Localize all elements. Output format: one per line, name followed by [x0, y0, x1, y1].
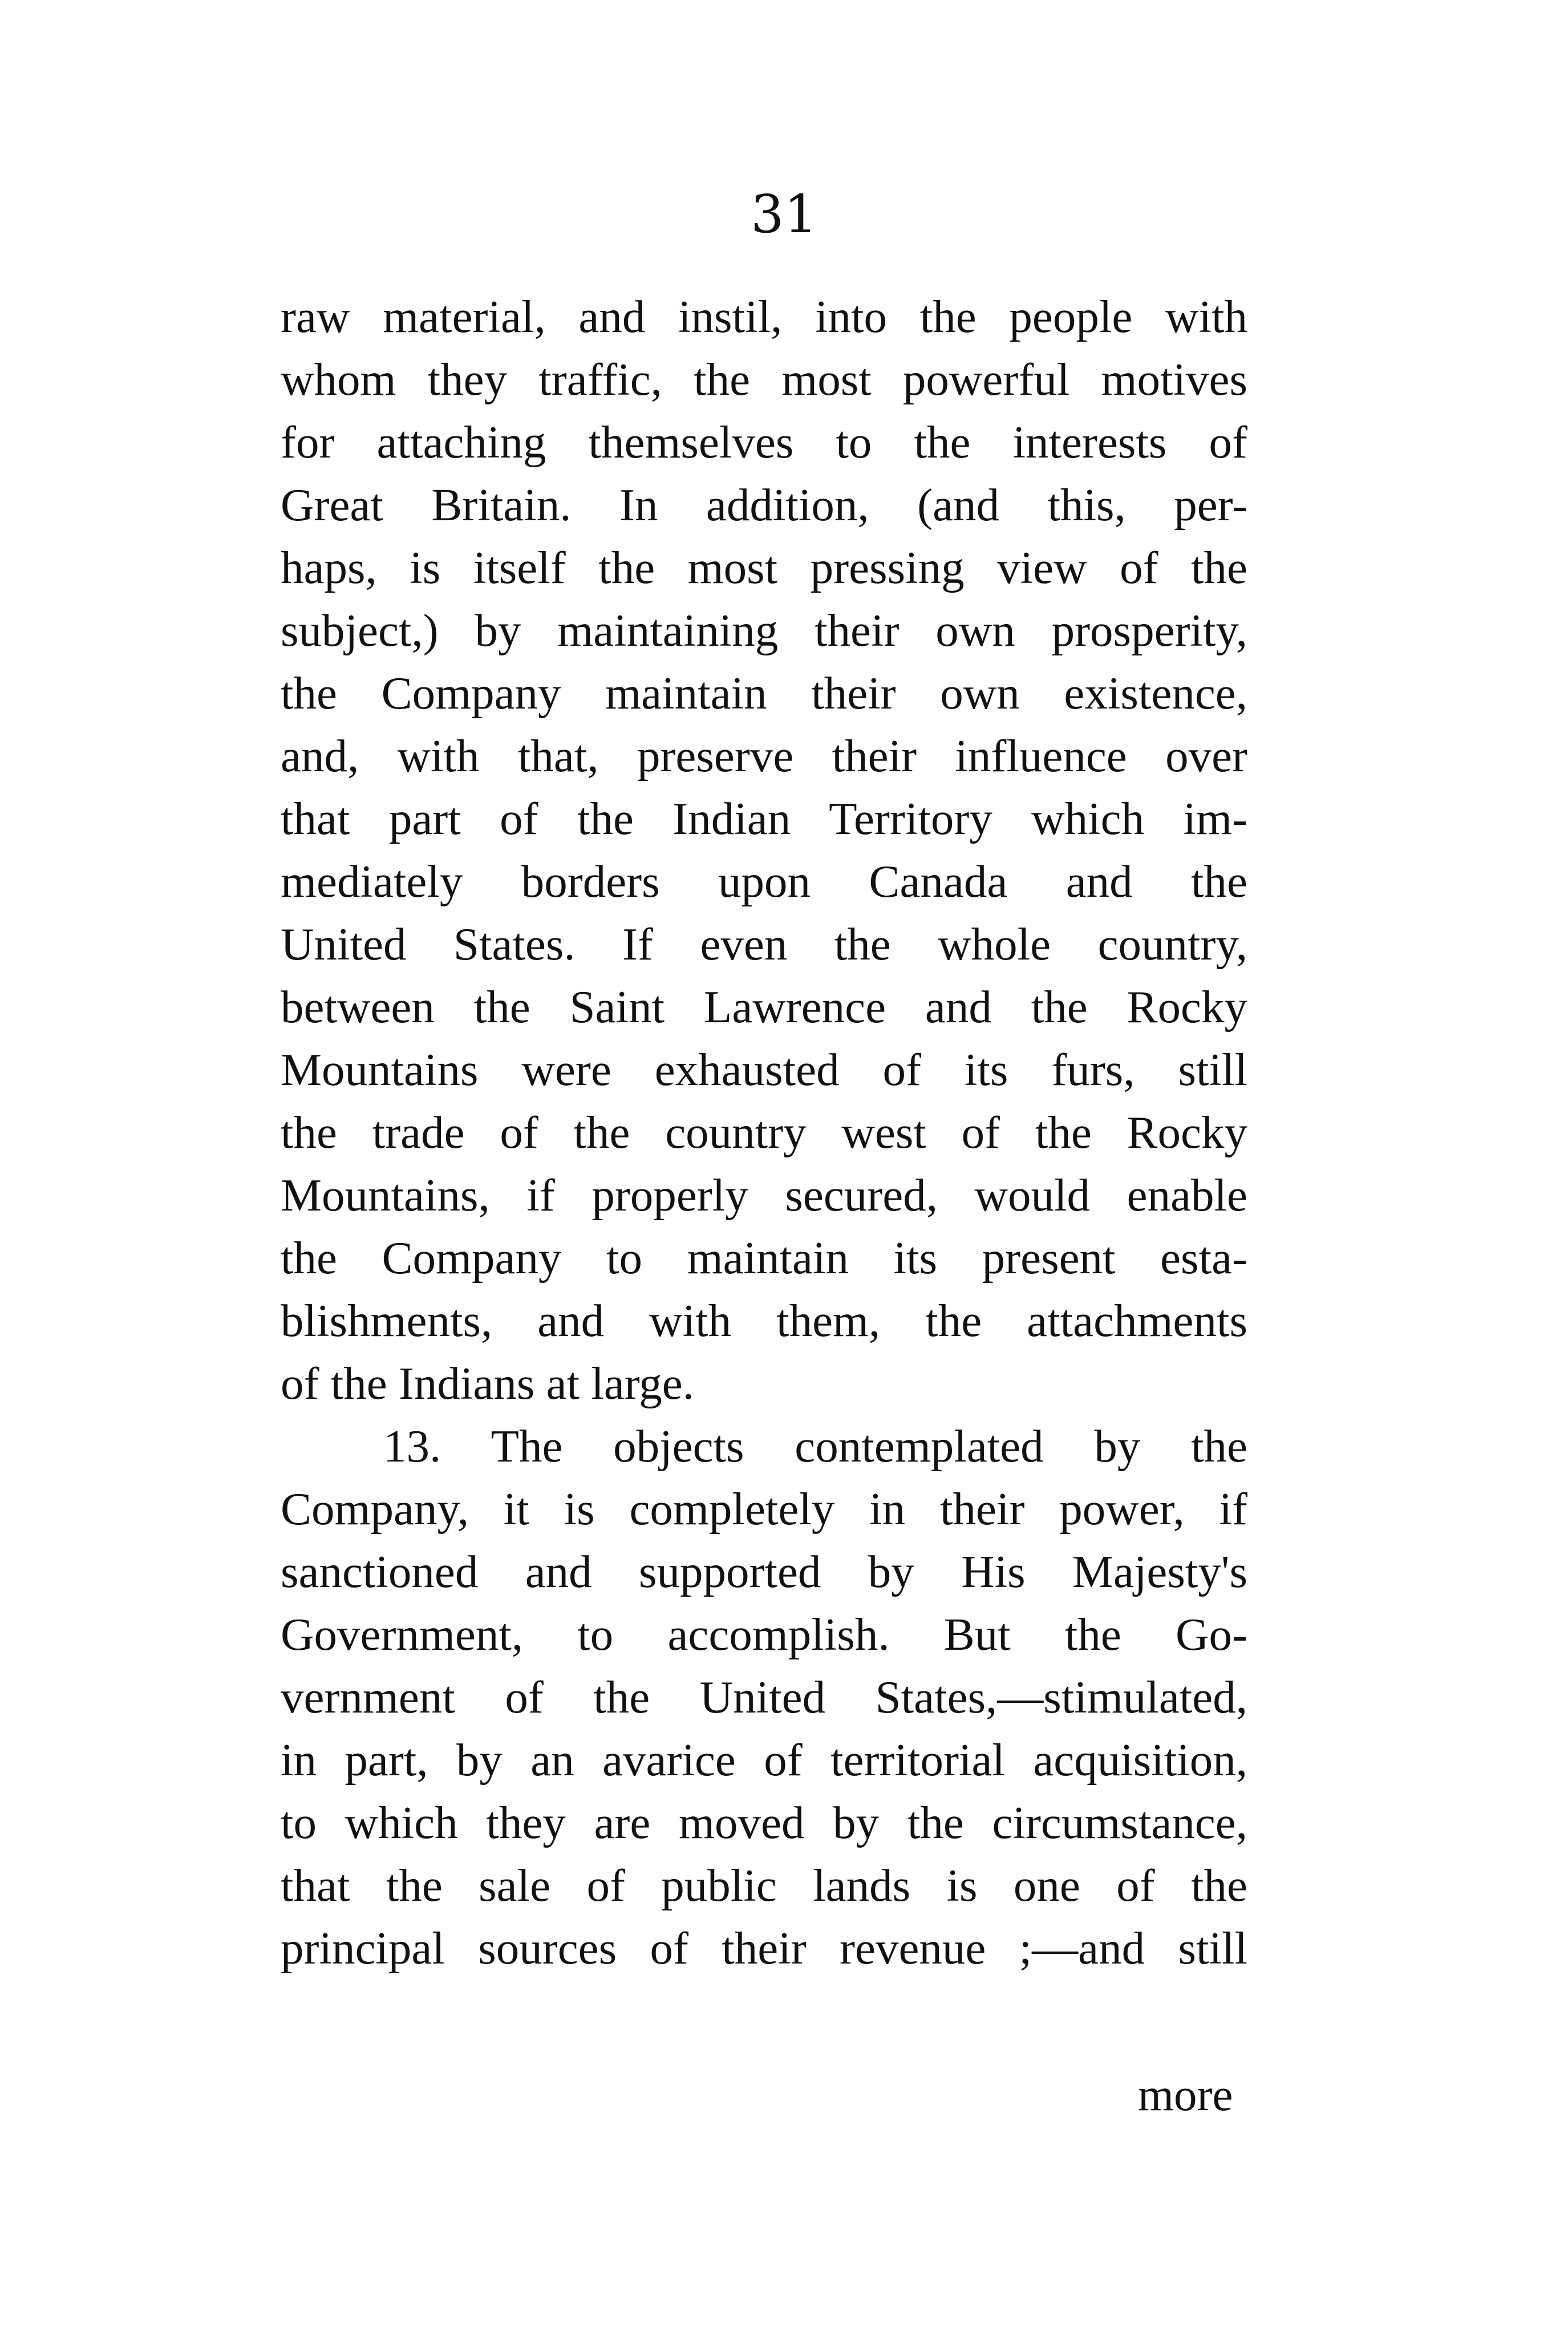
text-line: mediately borders upon Canada and the [281, 856, 1247, 907]
text-line: haps, is itself the most pressing view of the [281, 542, 1247, 593]
text-line: whom they traffic, the most powerful motives [281, 354, 1247, 405]
text-line: subject,) by maintaining their own prosperity, [281, 605, 1247, 656]
text-line: to which they are moved by the circumstance, [281, 1797, 1247, 1848]
text-line: raw material, and instil, into the people with [281, 291, 1247, 342]
text-line: Mountains, if properly secured, would enable [281, 1169, 1247, 1221]
text-line: vernment of the United States,—stimulated, [281, 1671, 1247, 1723]
text-line: and, with that, preserve their influence over [281, 730, 1247, 782]
catchword: more [1138, 2069, 1233, 2120]
text-line: the Company to maintain its present esta- [281, 1232, 1247, 1284]
text-line: principal sources of their revenue ;—and still [281, 1922, 1247, 1974]
text-line: Company, it is completely in their power, if [281, 1483, 1247, 1535]
text-line: that the sale of public lands is one of the [281, 1860, 1247, 1911]
text-line: Great Britain. In addition, (and this, per- [281, 479, 1247, 531]
text-line: the trade of the country west of the Rocky [281, 1107, 1247, 1158]
text-line: Government, to accomplish. But the Go- [281, 1609, 1247, 1660]
text-line: in part, by an avarice of territorial acquisition, [281, 1734, 1247, 1786]
text-line: 13. The objects contemplated by the [383, 1420, 1247, 1472]
text-line: the Company maintain their own existence, [281, 667, 1247, 719]
text-line: blishments, and with them, the attachments [281, 1295, 1247, 1346]
text-line: United States. If even the whole country, [281, 918, 1247, 970]
text-line: that part of the Indian Territory which im- [281, 793, 1247, 844]
text-line: sanctioned and supported by His Majesty's [281, 1546, 1247, 1597]
text-line: between the Saint Lawrence and the Rocky [281, 981, 1247, 1033]
text-line: Mountains were exhausted of its furs, still [281, 1044, 1247, 1095]
page-number: 31 [750, 184, 818, 245]
text-line: of the Indians at large. [281, 1358, 695, 1409]
text-line: for attaching themselves to the interests of [281, 416, 1247, 468]
